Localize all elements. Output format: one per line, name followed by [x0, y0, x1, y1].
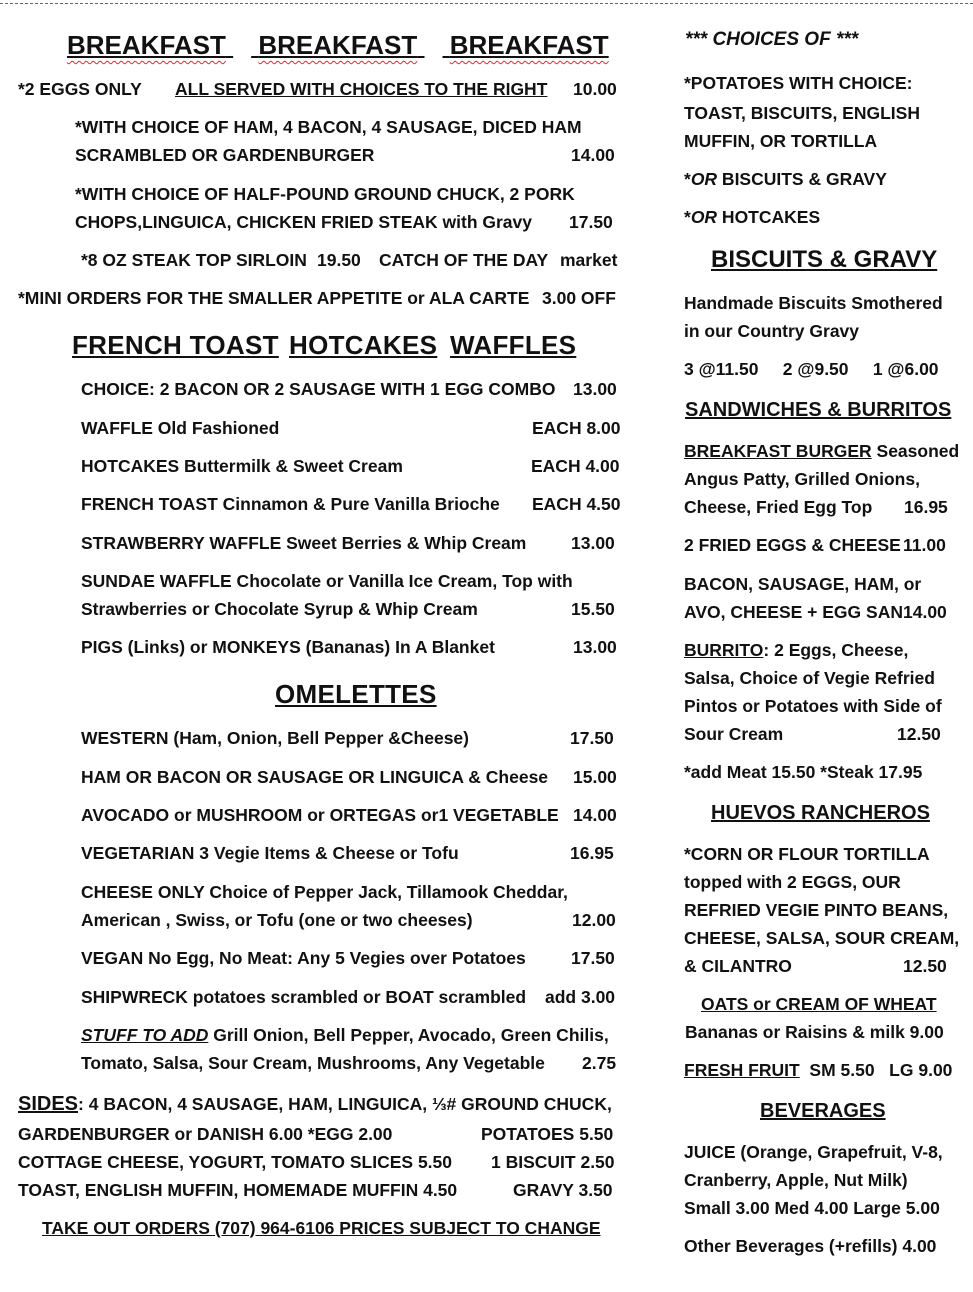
oats-line: Bananas or Raisins & milk 9.00 [685, 1022, 944, 1042]
omelettes-title: OMELETTES [275, 679, 437, 709]
menu-item-price: EACH 4.00 [531, 456, 620, 476]
sides-label: SIDES [18, 1093, 79, 1115]
choices-potatoes-line: TOAST, BISCUITS, ENGLISH [684, 103, 920, 123]
choices-title: *** CHOICES OF *** [685, 29, 859, 50]
footer-notice: TAKE OUT ORDERS (707) 964-6106 PRICES SUBJECT TO CHANGE [42, 1218, 601, 1238]
breakfast-title-word: BREAKFAST [258, 30, 418, 60]
bacon-san-price: 14.00 [903, 602, 947, 622]
sides-line3-price: 1 BISCUIT 2.50 [491, 1152, 615, 1172]
cheese-only-line2: American , Swiss, or Tofu (one or two cheeses) [81, 910, 473, 930]
pigs-name: PIGS (Links) or MONKEYS (Bananas) In A Blanket [81, 637, 495, 657]
menu-item-price: EACH 8.00 [532, 418, 621, 438]
choices-hotcakes-text: HOTCAKES [717, 207, 821, 227]
omelette-price: 16.95 [570, 843, 614, 863]
ft-title-3: WAFFLES [450, 330, 577, 360]
breakfast-burger-line2: Angus Patty, Grilled Onions, [684, 469, 920, 489]
choices-hotcakes [684, 207, 820, 227]
choices-biscuits-text: BISCUITS & GRAVY [717, 169, 887, 189]
with-chuck-line2: CHOPS,LINGUICA, CHICKEN FRIED STEAK with Gravy [75, 212, 532, 232]
menu-item-price: 13.00 [571, 533, 615, 553]
breakfast-burger-price: 16.95 [904, 497, 948, 517]
omelette-price: 15.00 [573, 767, 617, 787]
eggs-only-label: *2 EGGS ONLY [18, 79, 142, 99]
shipwreck-price: add 3.00 [545, 987, 616, 1007]
breakfast-burger-line3: Cheese, Fried Egg Top [684, 497, 873, 517]
with-ham-line1: *WITH CHOICE OF HAM, 4 BACON, 4 SAUSAGE, DICED HAM [75, 117, 582, 137]
add-meat-line: *add Meat 15.50 *Steak 17.95 [684, 762, 923, 782]
with-ham-line2: SCRAMBLED OR GARDENBURGER [75, 145, 375, 165]
choices-potatoes-line: *POTATOES WITH CHOICE: [684, 73, 913, 93]
other-beverages-line: Other Beverages (+refills) 4.00 [684, 1236, 937, 1256]
vegan-price: 17.50 [571, 948, 615, 968]
menu-item-name: FRENCH TOAST Cinnamon & Pure Vanilla Brioche [81, 494, 500, 514]
breakfast-burger-label: BREAKFAST BURGER [684, 441, 872, 461]
cheese-only-line1: CHEESE ONLY Choice of Pepper Jack, Tillamook Cheddar, [81, 882, 568, 902]
top-dashed-border [0, 3, 973, 4]
huevos-line: CHEESE, SALSA, SOUR CREAM, [684, 928, 960, 948]
steak-label: *8 OZ STEAK TOP SIRLOIN [81, 250, 307, 270]
burrito-price: 12.50 [897, 724, 941, 744]
burrito-line2: Salsa, Choice of Vegie Refried [684, 668, 935, 688]
pigs-price: 13.00 [573, 637, 617, 657]
menu-item-price: 13.00 [573, 379, 617, 399]
sides-line2-price: POTATOES 5.50 [481, 1124, 614, 1144]
fried-eggs-name: 2 FRIED EGGS & CHEESE [684, 535, 901, 555]
menu-item-name: HOTCAKES Buttermilk & Sweet Cream [81, 456, 403, 476]
sandwiches-title: SANDWICHES & BURRITOS [685, 399, 952, 421]
ft-title-1: FRENCH TOAST [72, 330, 279, 360]
with-chuck-line1: *WITH CHOICE OF HALF-POUND GROUND CHUCK, 2 PORK [75, 184, 575, 204]
steak-price: 19.50 [317, 250, 361, 270]
burrito-label: BURRITO [684, 640, 764, 660]
eggs-only-price: 10.00 [573, 79, 617, 99]
eggs-only-note: ALL SERVED WITH CHOICES TO THE RIGHT [175, 79, 548, 99]
breakfast-title-word: BREAKFAST [449, 30, 609, 60]
mini-orders-label: *MINI ORDERS FOR THE SMALLER APPETITE or ALA CARTE [18, 288, 530, 308]
sides-line4: TOAST, ENGLISH MUFFIN, HOMEMADE MUFFIN 4.50 [18, 1180, 458, 1200]
choices-star: * [684, 207, 691, 227]
choices-biscuits [684, 169, 887, 189]
with-ham-price: 14.00 [571, 145, 615, 165]
sundae-line1: SUNDAE WAFFLE Chocolate or Vanilla Ice Cream, Top with [81, 571, 573, 591]
fresh-fruit-label: FRESH FRUIT [684, 1060, 800, 1080]
omelette-name: WESTERN (Ham, Onion, Bell Pepper &Cheese) [81, 728, 469, 748]
huevos-line: *CORN OR FLOUR TORTILLA [684, 844, 930, 864]
breakfast-burger-text: Seasoned [871, 441, 960, 461]
huevos-title: HUEVOS RANCHEROS [711, 802, 930, 824]
burrito-line1 [684, 640, 908, 660]
burrito-text: : 2 Eggs, Cheese, [763, 640, 909, 660]
stuff-to-add-price: 2.75 [582, 1053, 617, 1073]
huevos-line: & CILANTRO [684, 956, 792, 976]
bacon-san-line2: AVO, CHEESE + EGG SAN [684, 602, 903, 622]
choices-or: OR [690, 207, 718, 227]
omelette-name: AVOCADO or MUSHROOM or ORTEGAS or1 VEGETABLE [81, 805, 559, 825]
juice-line: Cranberry, Apple, Nut Milk) [684, 1170, 908, 1190]
cheese-only-price: 12.00 [572, 910, 616, 930]
oats-title: OATS or CREAM OF WHEAT [701, 994, 937, 1014]
stuff-to-add-label: STUFF TO ADD [81, 1025, 209, 1045]
with-chuck-price: 17.50 [569, 212, 613, 232]
stuff-to-add [81, 1025, 609, 1045]
menu-item-name: STRAWBERRY WAFFLE Sweet Berries & Whip Cream [81, 533, 527, 553]
catch-label: CATCH OF THE DAY [379, 250, 549, 270]
menu-item-name: CHOICE: 2 BACON OR 2 SAUSAGE WITH 1 EGG COMBO [81, 379, 556, 399]
mini-orders-price: 3.00 OFF [542, 288, 616, 308]
burrito-line3: Pintos or Potatoes with Side of [684, 696, 942, 716]
omelette-name: VEGETARIAN 3 Vegie Items & Cheese or Tofu [81, 843, 459, 863]
juice-line: Small 3.00 Med 4.00 Large 5.00 [684, 1198, 940, 1218]
biscuits-gravy-title: BISCUITS & GRAVY [711, 246, 938, 273]
stuff-to-add-line2: Tomato, Salsa, Sour Cream, Mushrooms, Any Vegetable [81, 1053, 545, 1073]
fried-eggs-price: 11.00 [903, 535, 946, 555]
sides-line4-price: GRAVY 3.50 [513, 1180, 613, 1200]
shipwreck-name: SHIPWRECK potatoes scrambled or BOAT scrambled [81, 987, 527, 1007]
sides-line3: COTTAGE CHEESE, YOGURT, TOMATO SLICES 5.50 [18, 1152, 453, 1172]
huevos-price: 12.50 [903, 956, 947, 976]
vegan-name: VEGAN No Egg, No Meat: Any 5 Vegies over Potatoes [81, 948, 526, 968]
sundae-line2: Strawberries or Chocolate Syrup & Whip Cream [81, 599, 478, 619]
omelette-price: 17.50 [570, 728, 614, 748]
sundae-price: 15.50 [571, 599, 615, 619]
fresh-fruit-line [684, 1060, 952, 1080]
catch-price: market [560, 250, 618, 270]
menu-item-name: WAFFLE Old Fashioned [81, 418, 280, 438]
choices-star: * [684, 169, 691, 189]
omelette-name: HAM OR BACON OR SAUSAGE OR LINGUICA & Cheese [81, 767, 549, 787]
stuff-to-add-line1: Grill Onion, Bell Pepper, Avocado, Green Chilis, [213, 1025, 609, 1045]
breakfast-title-word: BREAKFAST [67, 30, 226, 60]
sides-line1 [18, 1093, 612, 1116]
biscuits-gravy-desc: in our Country Gravy [684, 321, 860, 341]
biscuits-gravy-prices: 3 @11.50 2 @9.50 1 @6.00 [684, 359, 939, 379]
sides-text: : 4 BACON, 4 SAUSAGE, HAM, LINGUICA, ⅓# GROUND CHUCK, [78, 1094, 612, 1114]
beverages-title: BEVERAGES [760, 1100, 886, 1122]
breakfast-title [67, 30, 609, 60]
huevos-line: REFRIED VEGIE PINTO BEANS, [684, 900, 949, 920]
huevos-line: topped with 2 EGGS, OUR [684, 872, 901, 892]
juice-line: JUICE (Orange, Grapefruit, V-8, [684, 1142, 943, 1162]
fresh-fruit-prices: SM 5.50 LG 9.00 [799, 1060, 953, 1080]
choices-potatoes-line: MUFFIN, OR TORTILLA [684, 131, 878, 151]
bacon-san-line1: BACON, SAUSAGE, HAM, or [684, 574, 922, 594]
burrito-line4: Sour Cream [684, 724, 784, 744]
omelette-price: 14.00 [573, 805, 617, 825]
menu-item-price: EACH 4.50 [532, 494, 621, 514]
biscuits-gravy-desc: Handmade Biscuits Smothered [684, 293, 943, 313]
ft-title-2: HOTCAKES [289, 330, 438, 360]
breakfast-burger-line1 [684, 441, 959, 461]
sides-line2: GARDENBURGER or DANISH 6.00 *EGG 2.00 [18, 1124, 393, 1144]
choices-or: OR [690, 169, 718, 189]
